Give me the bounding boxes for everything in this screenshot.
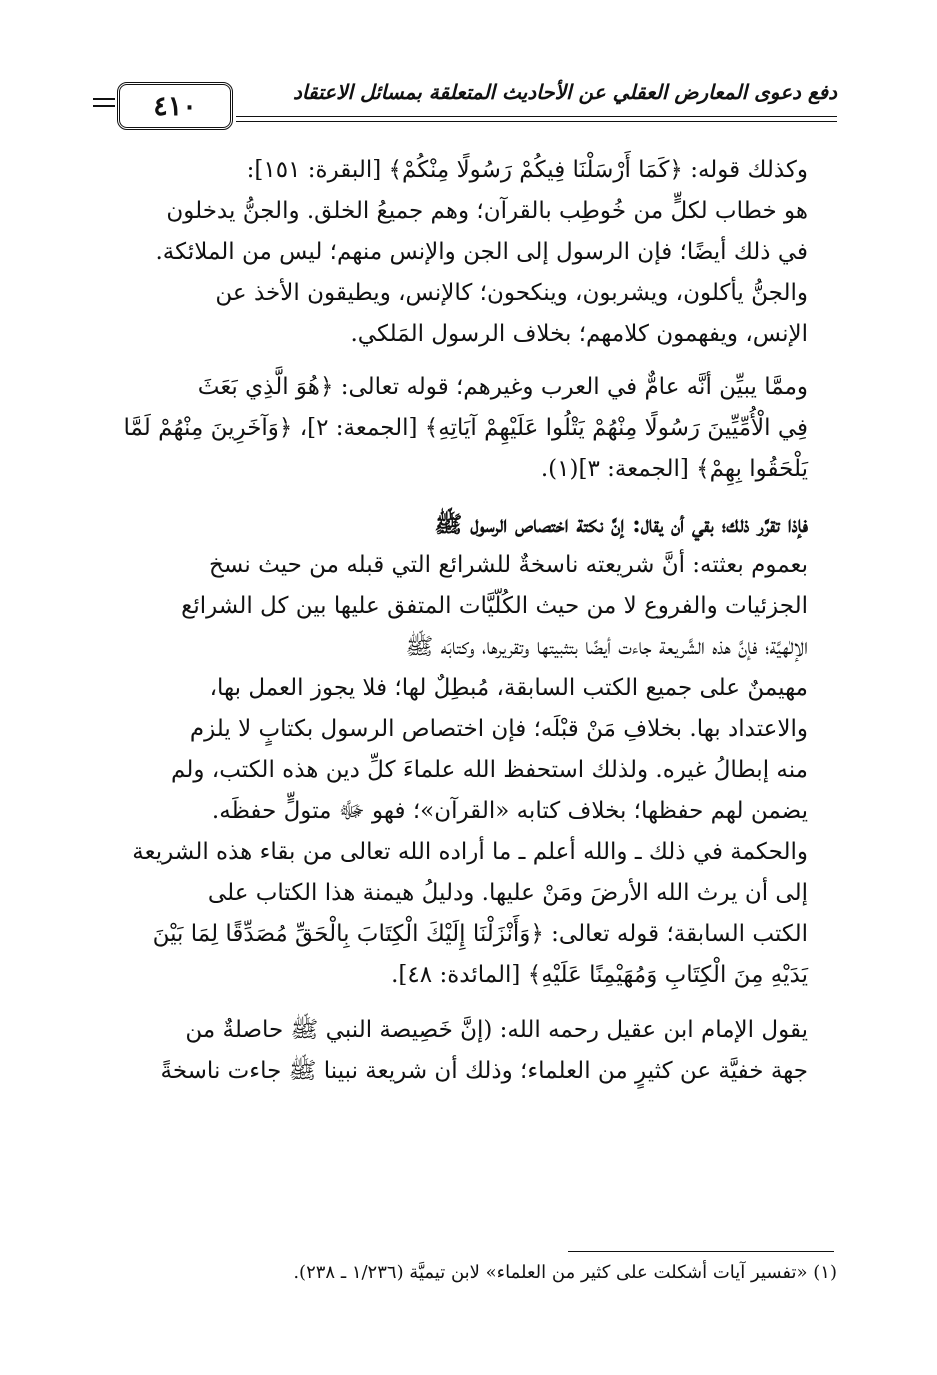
text-line: الإلٰهيَّة؛ فإنَّ هذه الشَّريعة جاءت أيضًا بتثبيتها وتقريرها، وكتابَه ﷺ	[405, 634, 808, 660]
text-line: يَلْحَقُوا بِهِمْ﴾ [الجمعة: ٣](١).	[540, 456, 808, 482]
running-header	[93, 72, 837, 132]
main-text	[90, 150, 832, 1106]
text-line: والاعتداد بها. بخلافِ مَنْ قبْلَه؛ فإن اختصاص الرسول بكتابٍ لا يلزم	[189, 716, 808, 742]
paragraph	[90, 367, 832, 490]
text-line: إلى أن يرث الله الأرضَ ومَنْ عليها. ودليلُ هيمنة هذا الكتاب على	[207, 880, 808, 906]
text-line: الإنس، ويفهمون كلامهم؛ بخلاف الرسول المَلكي.	[350, 321, 808, 347]
footnote: (١) «تفسير آيات أشكلت على كثير من العلماء» لابن تيميَّة (١/٢٣٦ ـ ٢٣٨).	[293, 1262, 837, 1283]
paragraph	[90, 504, 832, 996]
header-rule-top	[236, 116, 837, 117]
text-line: والحكمة في ذلك ـ والله أعلم ـ ما أراده الله تعالى من بقاء هذه الشريعة	[132, 839, 808, 865]
paragraph	[90, 150, 832, 355]
page-number: ٤١٠	[117, 82, 233, 130]
text-line: وممَّا يبيِّن أنَّه عامٌّ في العرب وغيرهم؛ قوله تعالى: ﴿هُوَ الَّذِي بَعَثَ	[197, 374, 808, 400]
text-line: جهة خفيَّة عن كثيرٍ من العلماء؛ وذلك أن شريعة نبينا ﷺ جاءت ناسخةً	[160, 1058, 808, 1084]
header-ornament-line	[93, 98, 115, 100]
text-line: يضمن لهم حفظها؛ بخلاف كتابه «القرآن»؛ فهو ﷻ متولٍّ حفظَه.	[211, 798, 808, 824]
text-line: فِي الْأُمِّيِّينَ رَسُولًا مِنْهُمْ يَتْلُوا عَلَيْهِمْ آيَاتِهِ﴾ [الجمعة: ٢]، ﴿وَآخَرِينَ مِنْهُمْ لَمَّا	[123, 415, 808, 441]
running-title: دفع دعوى المعارض العقلي عن الأحاديث المتعلقة بمسائل الاعتقاد	[292, 80, 837, 104]
paragraph	[90, 1010, 832, 1092]
text-line: فإذا تقرَّر ذلك؛ بقي أن يقال: إنَّ نكتة اختصاص الرسول ﷺ	[434, 511, 808, 538]
header-rule-bottom	[236, 121, 837, 122]
text-line: الكتب السابقة؛ قوله تعالى: ﴿وَأَنْزَلْنَا إِلَيْكَ الْكِتَابَ بِالْحَقِّ مُصَدِّقًا لِمَا بَيْنَ	[152, 921, 808, 947]
text-line: وكذلك قوله: ﴿كَمَا أَرْسَلْنَا فِيكُمْ رَسُولًا مِنْكُمْ﴾ [البقرة: ١٥١]:	[246, 157, 808, 183]
text-line: يَدَيْهِ مِنَ الْكِتَابِ وَمُهَيْمِنًا عَلَيْهِ﴾ [المائدة: ٤٨].	[391, 962, 808, 988]
header-ornament-line	[93, 105, 115, 107]
text-line: هو خطاب لكلٍّ من خُوطِب بالقرآن؛ وهم جميعُ الخلق. والجنُّ يدخلون	[166, 198, 808, 224]
text-line: بعموم بعثته: أنَّ شريعته ناسخةٌ للشرائع التي قبله من حيث نسخ	[209, 552, 808, 578]
text-line: في ذلك أيضًا؛ فإن الرسول إلى الجن والإنس منهم؛ ليس من الملائكة.	[155, 239, 808, 265]
text-line: منه إبطالُ غيره. ولذلك استحفظ الله علماءَ كلِّ دين هذه الكتب، ولم	[171, 757, 808, 783]
text-line: والجنُّ يأكلون، ويشربون، وينكحون؛ كالإنس، ويطيقون الأخذ عن	[215, 280, 808, 306]
footnote-separator	[568, 1251, 834, 1252]
text-line: مهيمنٌ على جميع الكتب السابقة، مُبطِلٌ لها؛ فلا يجوز العمل بها،	[209, 675, 808, 701]
text-line: يقول الإمام ابن عقيل رحمه الله: (إنَّ خَصِيصة النبي ﷺ حاصلةٌ من	[185, 1017, 808, 1043]
text-line: الجزئيات والفروع لا من حيث الكُلّيَّات المتفق عليها بين كل الشرائع	[181, 593, 808, 619]
